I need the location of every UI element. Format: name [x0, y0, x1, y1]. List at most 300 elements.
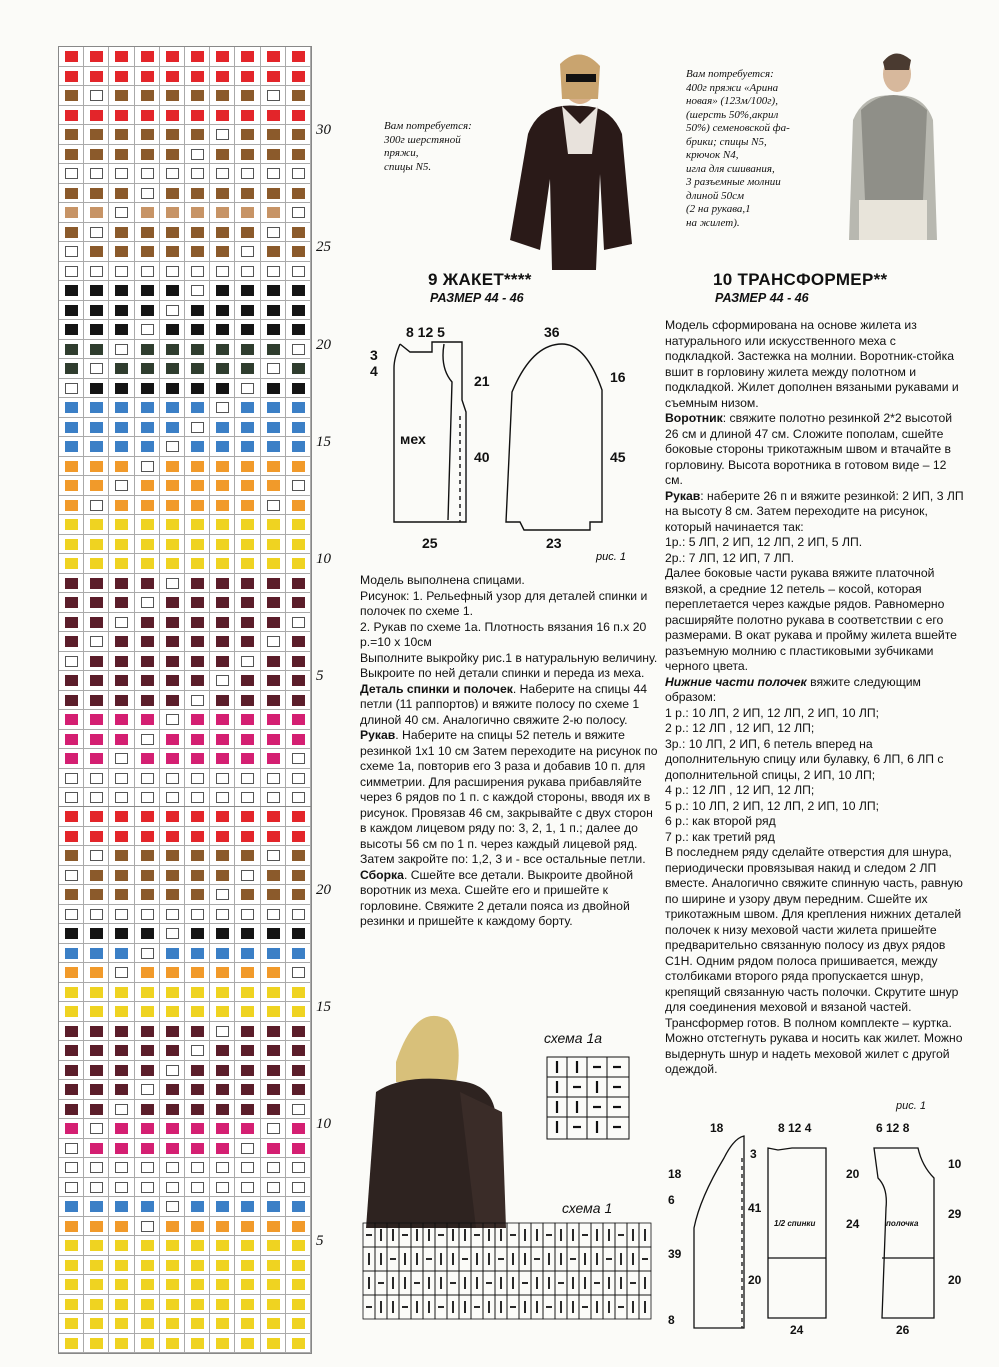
chart-cell — [59, 1275, 84, 1295]
chart-stitch — [267, 558, 280, 569]
chart-stitch — [90, 967, 103, 978]
chart-stitch — [141, 1260, 154, 1271]
chart-cell — [160, 1236, 185, 1256]
chart-stitch — [241, 51, 254, 62]
chart-cell — [160, 944, 185, 964]
transformer-pattern-diagram — [664, 1118, 994, 1340]
chart-stitch — [115, 1162, 128, 1173]
chart-cell — [160, 827, 185, 847]
chart-stitch — [65, 1279, 78, 1290]
chart-stitch — [141, 1143, 154, 1154]
chart-cell — [235, 788, 260, 808]
chart-stitch — [141, 246, 154, 257]
chart-cell — [210, 418, 235, 438]
chart-cell — [59, 769, 84, 789]
chart-stitch — [267, 987, 280, 998]
chart-cell — [160, 437, 185, 457]
chart-stitch — [241, 500, 254, 511]
chart-stitch — [115, 1084, 128, 1095]
chart-cell — [109, 379, 134, 399]
chart-cell — [135, 1100, 160, 1120]
chart-stitch — [65, 1162, 78, 1173]
chart-stitch — [241, 1338, 254, 1349]
chart-cell — [235, 535, 260, 555]
t-f-29: 29 — [948, 1207, 962, 1221]
chart-stitch — [166, 168, 179, 179]
chart-cell — [59, 1197, 84, 1217]
chart-stitch — [90, 1006, 103, 1017]
chart-stitch — [90, 480, 103, 491]
chart-stitch — [267, 617, 280, 628]
chart-cell — [109, 613, 134, 633]
chart-stitch — [191, 168, 204, 179]
chart-stitch — [267, 695, 280, 706]
chart-cell — [59, 866, 84, 886]
chart-stitch — [241, 1045, 254, 1056]
chart-cell — [59, 1139, 84, 1159]
transformer-title: 10 ТРАНСФОРМЕР** — [713, 270, 888, 289]
chart-stitch — [292, 811, 305, 822]
chart-stitch — [65, 1240, 78, 1251]
chart-cell — [261, 1236, 286, 1256]
chart-stitch — [267, 597, 280, 608]
chart-stitch — [241, 987, 254, 998]
chart-stitch — [90, 1084, 103, 1095]
chart-cell — [135, 710, 160, 730]
chart-stitch — [267, 71, 280, 82]
t-sleeve-text: : наберите 26 п и вяжите резинкой: 2 ИП, 3 ЛП на высоту 8 см. Затем переходите на рисунок, который начинается так: — [665, 488, 964, 534]
chart-stitch — [216, 1182, 229, 1193]
chart-cell — [261, 340, 286, 360]
chart-stitch — [166, 129, 179, 140]
chart-stitch — [241, 734, 254, 745]
chart-cell — [84, 866, 109, 886]
chart-cell — [84, 1158, 109, 1178]
chart-stitch — [115, 285, 128, 296]
chart-cell — [59, 223, 84, 243]
chart-stitch — [267, 305, 280, 316]
chart-cell — [109, 905, 134, 925]
chart-stitch — [292, 1279, 305, 1290]
t-s-top: 18 — [710, 1121, 724, 1135]
chart-cell — [210, 1334, 235, 1354]
chart-cell — [235, 359, 260, 379]
chart-stitch — [141, 1123, 154, 1134]
chart-cell — [109, 1295, 134, 1315]
chart-cell — [109, 1080, 134, 1100]
chart-cell — [59, 1022, 84, 1042]
jacket-dim-40: 40 — [474, 449, 490, 465]
chart-cell — [160, 632, 185, 652]
chart-cell — [261, 652, 286, 672]
chart-stitch — [241, 324, 254, 335]
chart-cell — [160, 301, 185, 321]
lower-row-7: 7 р.: как третий ряд — [665, 829, 775, 844]
chart-cell — [185, 496, 210, 516]
chart-stitch — [191, 850, 204, 861]
chart-stitch — [115, 207, 128, 218]
chart-stitch — [141, 948, 154, 959]
chart-cell — [286, 671, 311, 691]
t-s-8: 8 — [668, 1313, 675, 1327]
chart-stitch — [267, 539, 280, 550]
chart-cell — [59, 1002, 84, 1022]
chart-stitch — [267, 967, 280, 978]
chart-cell — [210, 320, 235, 340]
chart-stitch — [141, 1065, 154, 1076]
chart-stitch — [267, 714, 280, 725]
chart-stitch — [216, 1026, 229, 1037]
chart-stitch — [292, 285, 305, 296]
chart-cell — [160, 1275, 185, 1295]
chart-cell — [135, 496, 160, 516]
chart-stitch — [90, 695, 103, 706]
chart-cell — [59, 730, 84, 750]
chart-stitch — [292, 1104, 305, 1115]
t-b-24: 24 — [846, 1217, 860, 1231]
chart-stitch — [141, 811, 154, 822]
schema-1 — [362, 1222, 654, 1322]
chart-cell — [109, 554, 134, 574]
chart-cell — [185, 47, 210, 67]
chart-cell — [84, 632, 109, 652]
chart-cell — [109, 262, 134, 282]
chart-cell — [261, 885, 286, 905]
chart-stitch — [166, 207, 179, 218]
chart-cell — [185, 963, 210, 983]
chart-cell — [185, 457, 210, 477]
chart-cell — [109, 1256, 134, 1276]
chart-cell — [210, 1139, 235, 1159]
chart-cell — [160, 1197, 185, 1217]
chart-cell — [84, 885, 109, 905]
t-f-10: 10 — [948, 1157, 962, 1171]
chart-stitch — [141, 90, 154, 101]
chart-stitch — [292, 597, 305, 608]
chart-stitch — [115, 909, 128, 920]
chart-stitch — [292, 734, 305, 745]
chart-stitch — [216, 792, 229, 803]
chart-cell — [261, 983, 286, 1003]
chart-stitch — [166, 402, 179, 413]
chart-stitch — [267, 129, 280, 140]
chart-cell — [185, 242, 210, 262]
chart-cell — [235, 710, 260, 730]
chart-cell — [286, 593, 311, 613]
chart-cell — [210, 554, 235, 574]
chart-cell — [286, 1334, 311, 1354]
chart-stitch — [90, 578, 103, 589]
chart-stitch — [115, 1318, 128, 1329]
chart-stitch — [166, 461, 179, 472]
chart-stitch — [90, 792, 103, 803]
chart-cell — [109, 1314, 134, 1334]
chart-cell — [235, 924, 260, 944]
chart-stitch — [141, 129, 154, 140]
chart-cell — [109, 632, 134, 652]
chart-cell — [286, 924, 311, 944]
chart-cell — [135, 1334, 160, 1354]
chart-stitch — [65, 500, 78, 511]
chart-stitch — [216, 558, 229, 569]
chart-cell — [210, 710, 235, 730]
chart-cell — [109, 710, 134, 730]
jacket-text-1: Модель выполнена спицами. — [360, 573, 525, 587]
chart-cell — [210, 1002, 235, 1022]
chart-stitch — [90, 1065, 103, 1076]
chart-stitch — [292, 987, 305, 998]
chart-cell — [235, 846, 260, 866]
chart-stitch — [90, 207, 103, 218]
chart-stitch — [65, 753, 78, 764]
chart-stitch — [115, 1006, 128, 1017]
chart-stitch — [267, 1045, 280, 1056]
chart-cell — [135, 1061, 160, 1081]
chart-cell — [261, 905, 286, 925]
chart-cell — [84, 1334, 109, 1354]
chart-stitch — [90, 617, 103, 628]
chart-cell — [109, 1041, 134, 1061]
chart-stitch — [166, 597, 179, 608]
chart-stitch — [141, 578, 154, 589]
chart-stitch — [90, 1123, 103, 1134]
chart-cell — [84, 730, 109, 750]
chart-cell — [235, 242, 260, 262]
chart-cell — [210, 1080, 235, 1100]
chart-cell — [286, 788, 311, 808]
chart-stitch — [267, 811, 280, 822]
chart-stitch — [115, 110, 128, 121]
chart-stitch — [90, 500, 103, 511]
chart-stitch — [141, 675, 154, 686]
chart-stitch — [141, 441, 154, 452]
chart-stitch — [216, 1104, 229, 1115]
transformer-size: РАЗМЕР 44 - 46 — [715, 291, 809, 305]
chart-stitch — [65, 870, 78, 881]
chart-cell — [235, 125, 260, 145]
chart-stitch — [65, 987, 78, 998]
chart-cell — [210, 613, 235, 633]
sleeve-row-1: 1р.: 5 ЛП, 2 ИП, 12 ЛП, 2 ИП, 5 ЛП. — [665, 535, 863, 549]
chart-cell — [235, 398, 260, 418]
chart-cell — [185, 476, 210, 496]
chart-stitch — [191, 1104, 204, 1115]
chart-stitch — [65, 1318, 78, 1329]
chart-cell — [235, 106, 260, 126]
chart-cell — [84, 944, 109, 964]
chart-cell — [59, 1041, 84, 1061]
chart-stitch — [166, 519, 179, 530]
chart-cell — [160, 47, 185, 67]
chart-cell — [261, 223, 286, 243]
chart-cell — [135, 1236, 160, 1256]
chart-cell — [84, 301, 109, 321]
chart-cell — [210, 1197, 235, 1217]
chart-cell — [135, 340, 160, 360]
chart-stitch — [65, 285, 78, 296]
chart-stitch — [267, 831, 280, 842]
chart-cell — [160, 281, 185, 301]
chart-cell — [286, 691, 311, 711]
chart-cell — [261, 106, 286, 126]
chart-cell — [59, 963, 84, 983]
chart-cell — [185, 1275, 210, 1295]
chart-cell — [210, 652, 235, 672]
chart-cell — [135, 1295, 160, 1315]
chart-stitch — [241, 695, 254, 706]
chart-cell — [160, 457, 185, 477]
chart-stitch — [216, 363, 229, 374]
chart-cell — [59, 885, 84, 905]
chart-cell — [109, 457, 134, 477]
chart-cell — [160, 1256, 185, 1276]
chart-cell — [59, 398, 84, 418]
chart-cell — [235, 1275, 260, 1295]
chart-stitch — [65, 227, 78, 238]
chart-stitch — [292, 1338, 305, 1349]
chart-cell — [109, 203, 134, 223]
chart-cell — [235, 476, 260, 496]
chart-row-label: 10 — [316, 551, 331, 567]
chart-cell — [185, 1022, 210, 1042]
chart-stitch — [166, 967, 179, 978]
chart-cell — [135, 1275, 160, 1295]
chart-stitch — [191, 1318, 204, 1329]
chart-stitch — [166, 578, 179, 589]
chart-cell — [135, 749, 160, 769]
chart-stitch — [90, 441, 103, 452]
chart-stitch — [267, 1299, 280, 1310]
chart-cell — [135, 145, 160, 165]
chart-cell — [261, 1022, 286, 1042]
chart-cell — [286, 1314, 311, 1334]
chart-cell — [261, 1334, 286, 1354]
chart-stitch — [292, 246, 305, 257]
chart-cell — [160, 671, 185, 691]
chart-stitch — [292, 1201, 305, 1212]
chart-stitch — [90, 285, 103, 296]
chart-cell — [286, 418, 311, 438]
chart-cell — [235, 203, 260, 223]
chart-cell — [261, 1061, 286, 1081]
chart-stitch — [191, 889, 204, 900]
chart-stitch — [241, 792, 254, 803]
chart-cell — [235, 1334, 260, 1354]
chart-stitch — [292, 480, 305, 491]
chart-stitch — [216, 1240, 229, 1251]
chart-cell — [135, 301, 160, 321]
chart-stitch — [292, 1260, 305, 1271]
chart-stitch — [115, 1260, 128, 1271]
chart-cell — [84, 1256, 109, 1276]
chart-stitch — [90, 1045, 103, 1056]
chart-cell — [261, 944, 286, 964]
chart-stitch — [292, 51, 305, 62]
chart-cell — [185, 730, 210, 750]
chart-cell — [84, 223, 109, 243]
chart-cell — [59, 691, 84, 711]
chart-stitch — [292, 461, 305, 472]
chart-stitch — [216, 90, 229, 101]
jacket-bottom-23: 23 — [546, 535, 562, 551]
chart-stitch — [65, 928, 78, 939]
chart-cell — [261, 827, 286, 847]
chart-cell — [59, 359, 84, 379]
chart-stitch — [216, 928, 229, 939]
chart-stitch — [166, 500, 179, 511]
chart-stitch — [141, 831, 154, 842]
chart-cell — [84, 184, 109, 204]
chart-stitch — [90, 811, 103, 822]
chart-cell — [59, 827, 84, 847]
chart-cell — [235, 1002, 260, 1022]
chart-stitch — [216, 597, 229, 608]
chart-stitch — [216, 675, 229, 686]
chart-stitch — [65, 168, 78, 179]
jacket-photo — [500, 44, 640, 270]
chart-cell — [235, 1080, 260, 1100]
chart-cell — [135, 418, 160, 438]
chart-stitch — [267, 1104, 280, 1115]
chart-stitch — [115, 1143, 128, 1154]
chart-cell — [135, 1139, 160, 1159]
chart-stitch — [216, 188, 229, 199]
chart-stitch — [216, 1221, 229, 1232]
chart-cell — [261, 1275, 286, 1295]
t-b-20: 20 — [748, 1273, 762, 1287]
lower-row-5: 5 р.: 10 ЛП, 2 ИП, 12 ЛП, 2 ИП, 10 ЛП; — [665, 798, 880, 813]
chart-stitch — [115, 266, 128, 277]
chart-cell — [235, 554, 260, 574]
chart-stitch — [292, 656, 305, 667]
chart-cell — [210, 476, 235, 496]
chart-cell — [160, 476, 185, 496]
chart-stitch — [292, 831, 305, 842]
chart-cell — [210, 457, 235, 477]
t-f-bottom: 26 — [896, 1323, 910, 1337]
chart-cell — [286, 710, 311, 730]
chart-cell — [261, 203, 286, 223]
chart-cell — [135, 281, 160, 301]
chart-stitch — [267, 383, 280, 394]
chart-cell — [261, 963, 286, 983]
chart-stitch — [115, 1104, 128, 1115]
chart-stitch — [65, 734, 78, 745]
chart-cell — [160, 359, 185, 379]
chart-stitch — [166, 850, 179, 861]
lower-row-3: 3р.: 10 ЛП, 2 ИП, 6 петель вперед на дополнительную спицу или булавку, 6 ЛП, 6 ЛП с дополнительной спицы, 2 ИП, 10 ЛП; — [665, 736, 944, 782]
chart-stitch — [241, 149, 254, 160]
chart-cell — [261, 145, 286, 165]
chart-stitch — [191, 909, 204, 920]
chart-cell — [261, 301, 286, 321]
chart-cell — [84, 1022, 109, 1042]
chart-stitch — [90, 870, 103, 881]
chart-stitch — [241, 461, 254, 472]
chart-stitch — [166, 1221, 179, 1232]
chart-cell — [84, 281, 109, 301]
chart-stitch — [65, 246, 78, 257]
chart-stitch — [191, 792, 204, 803]
chart-stitch — [216, 422, 229, 433]
chart-cell — [235, 496, 260, 516]
chart-cell — [84, 47, 109, 67]
chart-cell — [84, 963, 109, 983]
chart-stitch — [166, 1104, 179, 1115]
chart-cell — [84, 554, 109, 574]
chart-cell — [109, 125, 134, 145]
jacket-text-2: Рисунок: 1. Рельефный узор для деталей спинки и полочек по схеме 1. — [360, 588, 648, 618]
